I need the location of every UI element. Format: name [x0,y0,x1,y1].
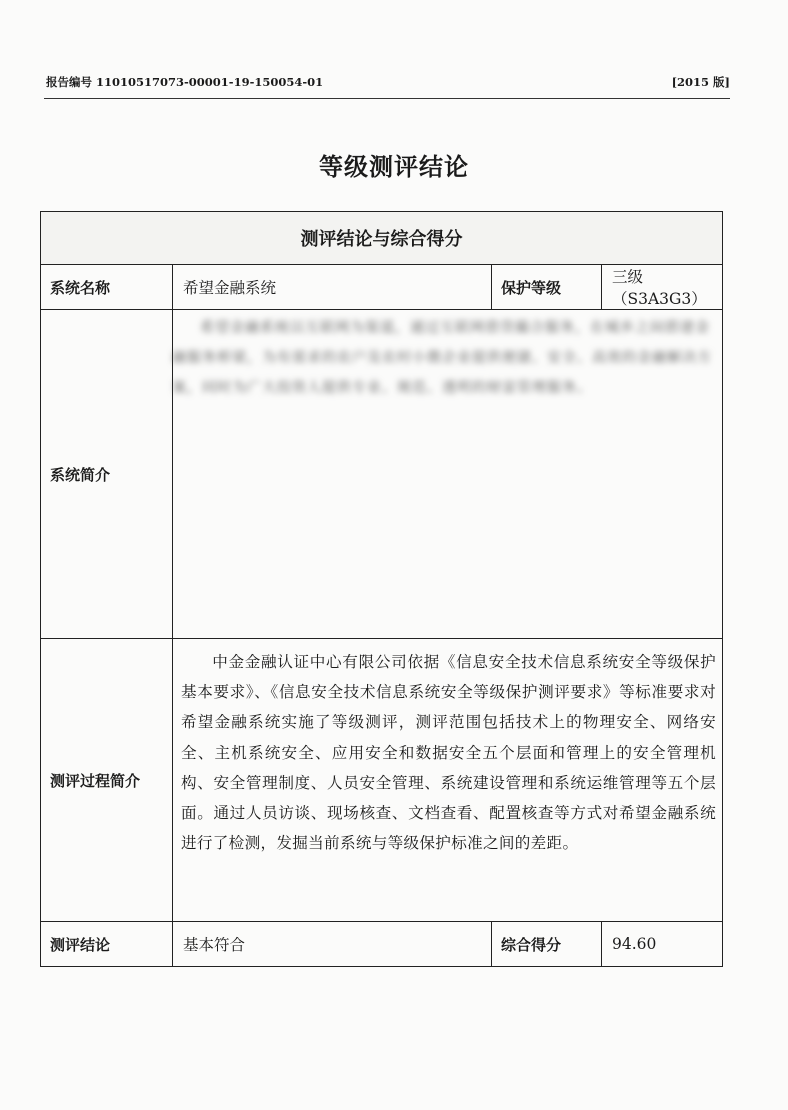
process-intro-text: 中金金融认证中心有限公司依据《信息安全技术信息系统安全等级保护基本要求》、《信息安全技术信息系统安全等级保护测评要求》等标准要求对希望金融系统实施了等级测评，测评范围包括技术上的物理安全、网络安全、主机系统安全、应用安全和数据安全五个层面和管理上的安全管理机构、安全管理制度、人员安全管理、系统建设管理和系统运维管理等五个层面。通过人员访谈、现场核查、文档查看、配置核查等方式对希望金融系统进行了检测，发掘当前系统与等级保护标准之间的差距。 [181,653,717,853]
conclusion-label: 测评结论 [41,922,173,967]
page-title: 等级测评结论 [319,153,469,181]
section-title: 测评结论与综合得分 [41,212,723,265]
report-number: 报告编号 11010517073-00001-19-150054-01 [46,75,324,89]
system-name-value: 希望金融系统 [173,265,492,310]
protection-level-value: 三级（S3A3G3） [602,265,723,310]
system-intro-label: 系统简介 [41,310,173,639]
edition-label: [2015 版] [671,75,730,89]
conclusion-value: 基本符合 [173,922,492,967]
system-name-label: 系统名称 [41,265,173,310]
system-intro-text-redacted: 希望金融系统以互联网为渠道，通过互联网借贷撮合服务，在城乡之间搭建金融服务桥梁，为有需求的农户及农村小微企业提供便捷、安全、高效的金融解决方案，同时为广大投资人提供专业、规范、透明的财富管理服务。 [172,320,712,396]
report-header [46,74,730,96]
process-intro-label: 测评过程简介 [41,639,173,922]
score-label: 综合得分 [492,922,602,967]
score-value: 94.60 [602,922,723,967]
header-divider [44,98,730,99]
protection-level-label: 保护等级 [492,265,602,310]
process-intro-cell [173,639,723,922]
